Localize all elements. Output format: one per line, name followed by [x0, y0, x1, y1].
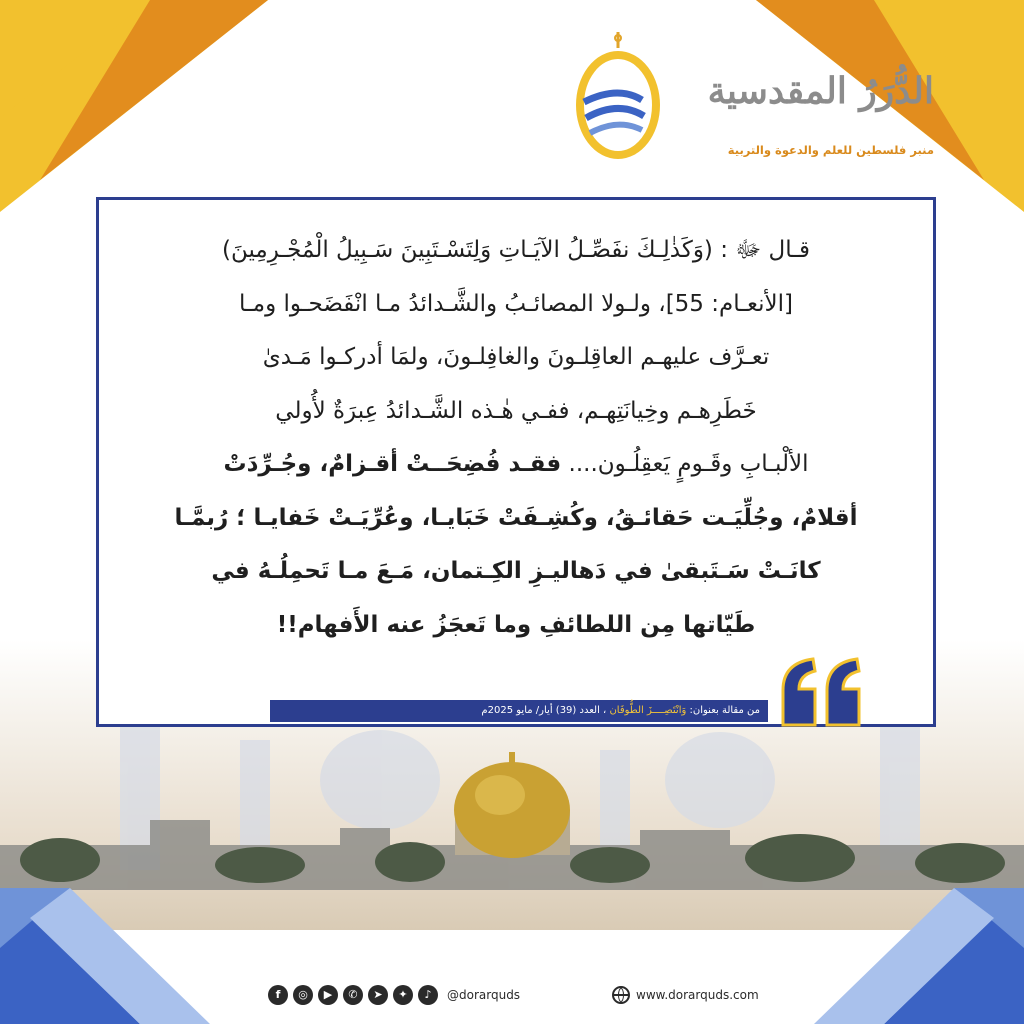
quote-line-bold: فقـد فُضِحَــتْ أقـزامٌ، وجُـرِّدَتْ: [223, 451, 562, 477]
quote-frame: [96, 197, 936, 727]
source-title: وَانْتَصِــــزَ الطُّوفَان: [609, 705, 687, 716]
tiktok-icon[interactable]: ♪: [418, 985, 438, 1005]
social-handle[interactable]: @dorarquds: [447, 988, 521, 1002]
website-link[interactable]: [612, 984, 759, 1006]
social-links: [268, 984, 520, 1006]
source-citation: [270, 700, 768, 722]
quote-line: تعـرَّف عليهـم العاقِلـونَ والغافِلـونَ، ولمَا أدركـوا مَـدىٰ: [262, 344, 770, 370]
top-left-corner-decoration: [0, 0, 270, 215]
source-prefix: من مقالة بعنوان:: [689, 705, 760, 716]
quote-line-bold: طَيّاتها مِن اللطائفِ وما تَعجَزُ عنه الأَفهام!!: [276, 611, 756, 638]
quote-line-bold: أقلامٌ، وجُلِّيَـت حَقائـقُ، وكُشِـفَتْ خَبَايـا، وعُرِّيَـتْ خَفايـا ؛ رُبمَّـا: [174, 504, 858, 531]
facebook-icon[interactable]: f: [268, 985, 288, 1005]
twitter-icon[interactable]: ✦: [393, 985, 413, 1005]
brand-name: الدُّرَرُ المقدسية: [707, 70, 934, 112]
quote-text: [117, 224, 915, 652]
instagram-icon[interactable]: ◎: [293, 985, 313, 1005]
whatsapp-icon[interactable]: ✆: [343, 985, 363, 1005]
quote-line-part: الألْبـابِ وقَـومٍ يَعقِلُـون....: [568, 451, 809, 477]
globe-icon: [612, 986, 630, 1004]
website-url[interactable]: www.dorarquds.com: [636, 988, 759, 1002]
brand-tagline: منبر فلسطين للعلم والدعوة والتربية: [727, 143, 934, 157]
quote-line: [الأنعـام: 55]، ولـولا المصائـبُ والشَّـدائدُ مـا انْفَضَحـوا ومـا: [239, 290, 793, 317]
logo-emblem-icon: [380, 30, 660, 165]
telegram-icon[interactable]: ➤: [368, 985, 388, 1005]
quotation-mark-icon: [775, 655, 870, 730]
quote-line: خَطَرِهـم وخِيانَتِهـم، ففـي هٰـذه الشَّـدائدُ عِبرَةٌ لأُولي: [275, 397, 757, 424]
quote-line: [117, 438, 915, 492]
source-issue: ، العدد (39) أيار/ مايو 2025م: [481, 705, 607, 716]
quote-line: قـال ﷻ : (وَكَذٰلِـكَ نفَصِّـلُ الآيَـاتِ وَلِتَسْـتَبِينَ سَـبِيلُ الْمُجْـرِمِينَ): [222, 237, 810, 263]
youtube-icon[interactable]: ▶: [318, 985, 338, 1005]
quote-line-bold: كانَـتْ سَـتَبقىٰ في دَهاليـزِ الكِـتمان، مَـعَ مـا تَحمِلُـهُ في: [211, 558, 821, 584]
